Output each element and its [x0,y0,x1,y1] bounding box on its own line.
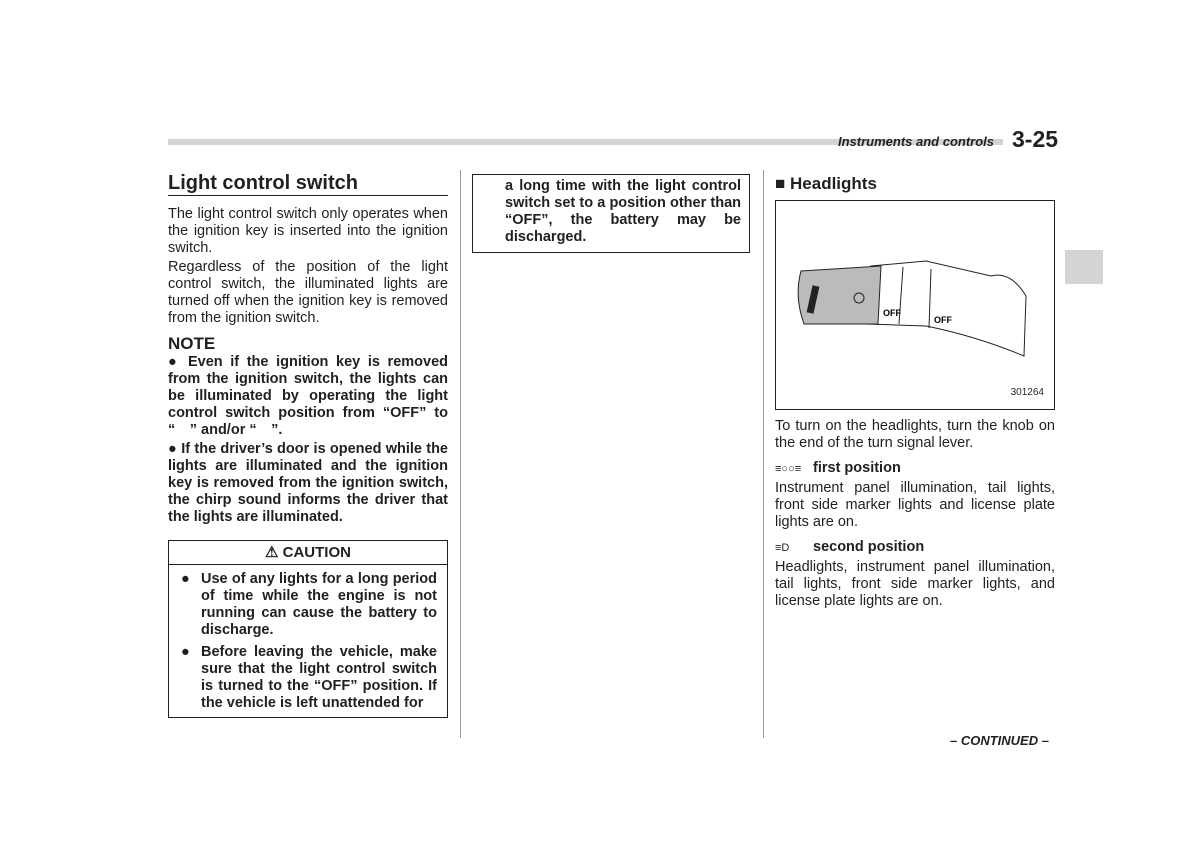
off-label: OFF [934,315,952,325]
caution-box [168,540,448,718]
paragraph: To turn on the headlights, turn the knob on the end of the turn signal lever. [775,418,1055,451]
continued-label: – CONTINUED – [950,733,1049,748]
heading-text: Headlights [790,174,877,193]
caution-title: CAUTION [282,544,351,561]
heading [775,175,1055,192]
right-column [775,175,1055,612]
section-title: Instruments and controls [838,134,995,149]
position-label: first position [813,460,901,476]
heading: Light control switch [168,175,448,196]
note-heading: NOTE [168,334,216,353]
warning-icon: ⚠ [265,544,279,561]
caution-text: Before leaving the vehicle, make sure that the light control switch is turned to the “OFF” position. If the vehicle is left unattended for [201,644,437,711]
column-divider [763,170,764,738]
caution-item: ● Use of any lights for a long period of time while the engine is not running can cause the battery to discharge. [181,571,437,638]
note-text: If the driver’s door is opened while the lights are illuminated and the ignition key is removed from the ignition switch, the chirp sound informs the driver that the lights are illuminated. [168,441,448,525]
paragraph: Instrument panel illumination, tail lights, front side marker lights and license plate lights are on. [775,480,1055,530]
caution-text: Use of any lights for a long period of time while the engine is not running can cause the battery to discharge. [201,571,437,638]
position-label: second position [813,539,925,555]
column-divider [460,170,461,738]
square-bullet-icon: ■ [775,174,786,193]
off-label: OFF [883,308,901,318]
caution-item: ● Before leaving the vehicle, make sure that the light control switch is turned to the “OFF” position. If the vehicle is left unattended for [181,644,437,711]
turn-signal-lever-image [776,201,1054,409]
position-heading [775,460,1055,478]
note-item: ● Even if the ignition key is removed from the ignition switch, the lights can be illuminated by operating the light control switch position from “OFF” to “ ” and/or “ ”. [168,354,448,438]
headlight-icon: ≡D [775,542,790,554]
note-item: ● If the driver’s door is opened while the lights are illuminated and the ignition key is removed from the ignition switch, the chirp sound informs the driver that the lights are illuminated. [168,441,448,525]
caution-heading [169,541,447,565]
position-heading [775,539,1055,557]
lever-illustration [775,200,1055,410]
paragraph: Regardless of the position of the light control switch, the illuminated lights are turned off when the ignition key is removed from the ignition switch. [168,259,448,326]
parking-light-icon: ≡○○≡ [775,463,802,475]
page-number: 3-25 [1012,126,1059,152]
caution-continued: a long time with the light control switch set to a position other than “OFF”, the battery may be discharged. [472,174,750,253]
figure-id: 301264 [1010,387,1044,398]
paragraph: Headlights, instrument panel illumination, tail lights, front side marker lights, and license plate lights are on. [775,559,1055,609]
chapter-tab [1065,250,1103,284]
paragraph: The light control switch only operates when the ignition key is inserted into the ignition switch. [168,206,448,256]
note-text: Even if the ignition key is removed from the ignition switch, the lights can be illuminated by operating the light control switch position from “OFF” to “ ” and/or “ ”. [168,354,448,438]
left-column [168,172,448,718]
middle-column [472,174,750,253]
